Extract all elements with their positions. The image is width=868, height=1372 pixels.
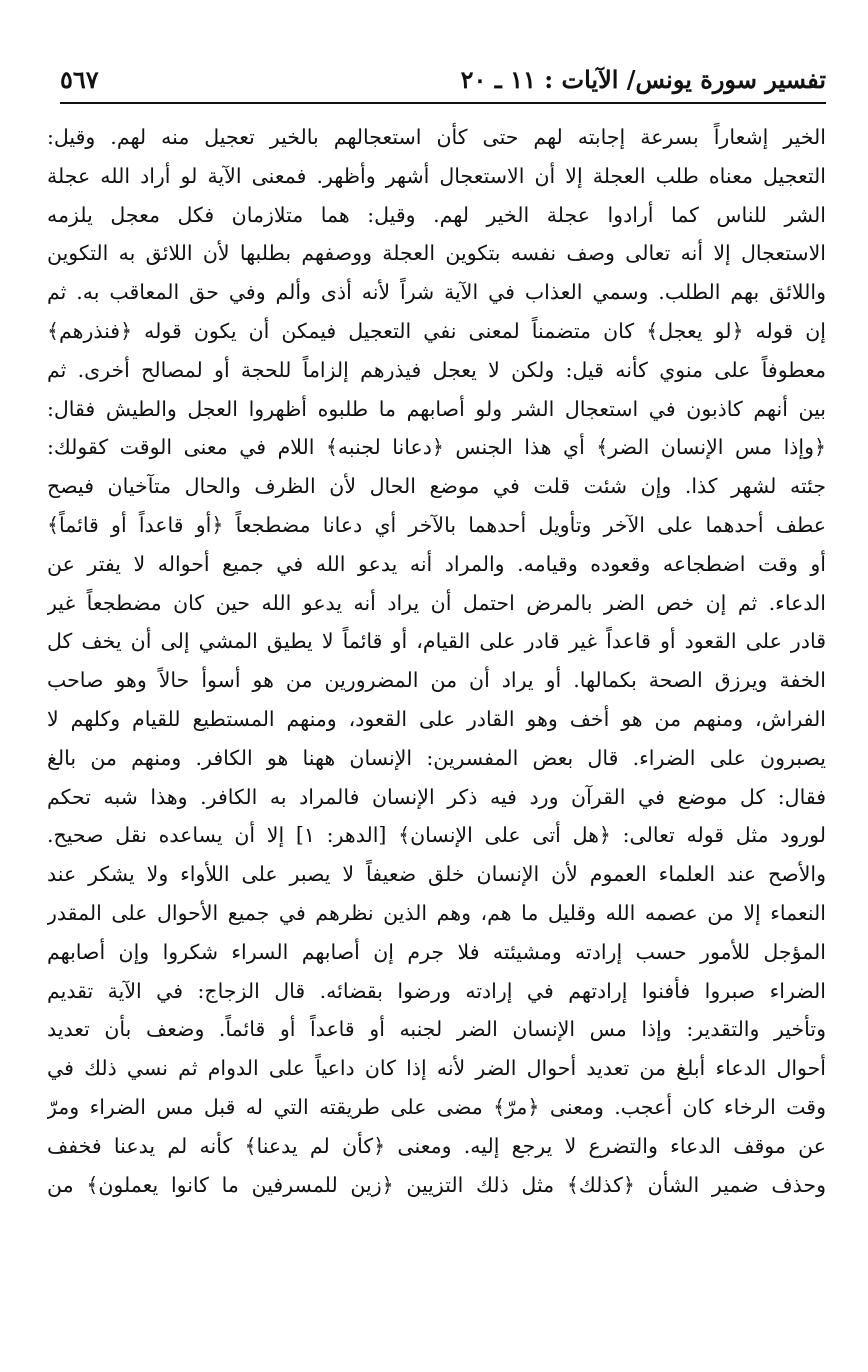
- text-line: واللائق بهم الطلب. وسمي العذاب في الآية شراً لأنه أذى وألم وفي حق المعاقب به. ثم: [47, 280, 826, 305]
- text-line: الاستعجال إلا أنه تعالى وصف نفسه بتكوين العجلة ووصفهم بطلبها لأن اللائق به التكوين: [47, 241, 826, 266]
- text-line: وحذف ضمير الشأن ﴿كذلك﴾ مثل ذلك التزيين ﴿زين للمسرفين ما كانوا يعملون﴾ من: [47, 1172, 826, 1197]
- text-line: فقال: كل موضع في القرآن ورد فيه ذكر الإنسان فالمراد به الكافر. وهذا شبه تحكم: [47, 784, 826, 809]
- text-line: وقت الرخاء كان أعجب. ومعنى ﴿مرّ﴾ مضى على طريقته التي له قبل مس الضراء ومرّ: [47, 1094, 826, 1119]
- text-line: وتأخير والتقدير: وإذا مس الإنسان الضر لجنبه أو قاعداً أو قائماً. وضعف بأن تعديد: [47, 1017, 826, 1042]
- text-line: جئته لشهر كذا. وإن شئت قلت في موضع الحال لأن الظرف والحال متآخيان فيصح: [47, 474, 826, 499]
- text-line: والأصح عند العلماء العموم لأن الإنسان خلق ضعيفاً لا يصبر على اللأواء ولا يشكر عند: [47, 862, 826, 887]
- text-line: أو وقت اضطجاعه وقعوده وقيامه. والمراد أنه يدعو الله في جميع أحواله لا يفتر عن: [47, 551, 826, 576]
- text-line: لورود مثل قوله تعالى: ﴿هل أتى على الإنسان﴾ [الدهر: ١] إلا أن يساعده نقل صحيح.: [47, 823, 826, 848]
- text-line: الضراء صبروا فأفنوا إرادتهم في إرادته ورضوا بقضائه. قال الزجاج: في الآية تقديم: [47, 978, 826, 1003]
- text-line: المؤجل للأمور حسب إرادته ومشيئته فلا جرم إن أصابهم السراء شكروا وإن أصابهم: [47, 939, 826, 964]
- text-line: التعجيل معناه طلب العجلة إلا أن الاستعجال أشهر وأظهر. فمعنى الآية لو أراد الله عجلة: [47, 163, 826, 188]
- text-line: النعماء إلا من عصمه الله وقليل ما هم، وهم الذين نظرهم في جميع الأحوال على المقدر: [47, 900, 826, 925]
- text-line: عطف أحدهما على الآخر وتأويل أحدهما بالآخر أي دعانا مضطجعاً ﴿أو قاعداً أو قائماً﴾: [47, 512, 826, 537]
- text-line: يصبرون على الضراء. قال بعض المفسرين: الإنسان ههنا هو الكافر. ومنهم من بالغ: [47, 745, 826, 770]
- running-title: تفسير سورة يونس/ الآيات : ١١ ـ ٢٠: [460, 65, 826, 94]
- page-number: ٥٦٧: [60, 65, 99, 94]
- text-line: إن قوله ﴿لو يعجل﴾ كان متضمناً لمعنى نفي التعجيل فيمكن أن يكون قوله ﴿فنذرهم﴾: [47, 318, 826, 343]
- header-rule: [60, 102, 826, 104]
- text-line: أحوال الدعاء أبلغ من تعديد أحوال الضر لأنه إذا كان داعياً على الدوام ثم نسي ذلك في: [47, 1056, 826, 1081]
- text-line: ﴿وإذا مس الإنسان الضر﴾ أي هذا الجنس ﴿دعانا لجنبه﴾ اللام في معنى الوقت كقولك:: [47, 435, 826, 460]
- text-line: الدعاء. ثم إن خص الضر بالمرض احتمل أن يراد أنه يدعو الله حين كان مضطجعاً غير: [47, 590, 826, 615]
- body-text: [47, 118, 826, 1204]
- text-line: بين أنهم كاذبون في استعجال الشر ولو أصابهم ما طلبوه أظهروا العجل والطيش فقال:: [47, 396, 826, 421]
- text-line: الخير إشعاراً بسرعة إجابته لهم حتى كأن استعجالهم بالخير تعجيل منه لهم. وقيل:: [47, 125, 826, 149]
- text-line: معطوفاً على منوي كأنه قيل: ولكن لا يعجل فيذرهم إلزاماً للحجة أو لمصالح أخرى. ثم: [47, 357, 826, 382]
- text-line: الخفة ويرزق الصحة بكمالها. أو يراد أن من المضرورين من هو أسوأ حالاً وهو صاحب: [47, 668, 826, 693]
- page-header: [60, 58, 826, 102]
- text-line: عن موقف الدعاء والتضرع لا يرجع إليه. ومعنى ﴿كأن لم يدعنا﴾ كأنه لم يدعنا فخفف: [47, 1133, 826, 1158]
- text-line: الفراش، ومنهم من هو أخف وهو القادر على القعود، ومنهم المستطيع للقيام وكلهم لا: [47, 706, 826, 731]
- text-line: الشر للناس كما أرادوا عجلة الخير لهم. وقيل: هما متلازمان فكل معجل يلزمه: [47, 202, 826, 227]
- text-line: قادر على القعود أو قاعداً غير قادر على القيام، أو قائماً لا يطيق المشي إلى أن يخف كل: [47, 629, 826, 654]
